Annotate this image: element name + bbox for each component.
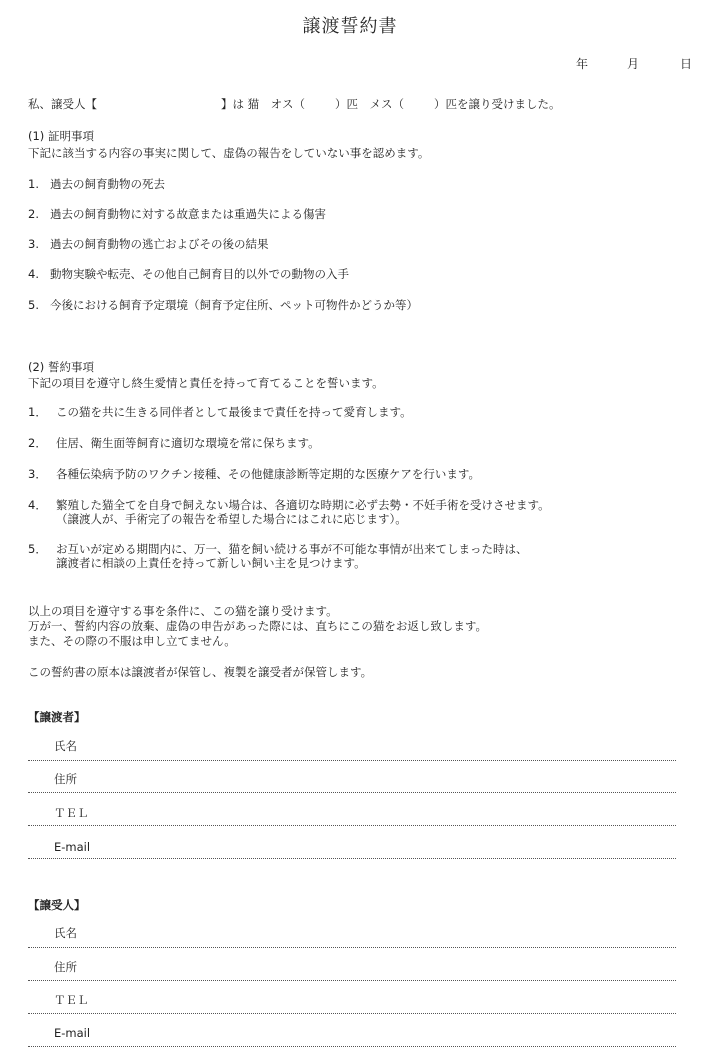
section1-item [28,267,349,281]
item-text: お互いが定める期間内に、万一、猫を飼い続ける事が不可能な事情が出来てしまった時は、 [56,542,528,556]
item-text: 動物実験や転売、その他自己飼育目的以外での動物の入手 [50,267,349,281]
transferor-name-line[interactable] [28,760,676,761]
section1-lead: 下記に該当する内容の事実に関して、虚偽の報告をしていない事を認めます。 [28,146,430,160]
section2-item [28,467,480,481]
transferee-tel-line[interactable] [28,1013,676,1014]
section2-item [28,436,320,450]
item-text: 住居、衛生面等飼育に適切な環境を常に保ちます。 [56,436,320,450]
date-year-label: 年 [576,57,589,71]
closing-line-2: 万が一、誓約内容の放棄、虚偽の申告があった際には、直ちにこの猫をお返し致します。 [28,619,487,633]
transferee-name-line[interactable] [28,947,676,948]
item-subtext: 譲渡者に相談の上責任を持って新しい飼い主を見つけます。 [56,556,366,570]
transferee-address-line[interactable] [28,980,676,981]
section1-item [28,207,326,221]
item-number: 1. [28,177,39,191]
date-month-label: 月 [627,57,640,71]
transferee-email-label: E-mail [54,1026,91,1040]
transferor-address-line[interactable] [28,792,676,793]
transferee-email-line[interactable] [28,1046,676,1047]
transferee-name-label: 氏名 [54,926,77,940]
item-text: この猫を共に生きる同伴者として最後まで責任を持って愛育します。 [56,405,412,419]
transferor-address-label: 住所 [54,772,77,786]
transferee-heading: 【譲受人】 [28,898,86,912]
item-subtext: （譲渡人が、手術完了の報告を希望した場合にはこれに応じます）。 [56,512,407,526]
item-number: 2． [28,436,47,450]
item-number: 5. [28,298,39,312]
date-day-label: 日 [680,57,693,71]
transferee-address-label: 住所 [54,960,77,974]
section2-lead: 下記の項目を遵守し終生愛情と責任を持って育てることを誓います。 [28,376,384,390]
item-number: 4． [28,498,47,512]
transferor-heading: 【譲渡者】 [28,710,86,724]
section1-item [28,177,165,191]
transferor-email-line[interactable] [28,858,676,859]
item-text: 過去の飼育動物に対する故意または重過失による傷害 [50,207,326,221]
item-number: 3． [28,467,47,481]
item-text: 今後における飼育予定環境（飼育予定住所、ペット可物件かどうか等） [50,298,418,312]
closing-line-4: この誓約書の原本は譲渡者が保管し、複製を譲受者が保管します。 [28,665,373,679]
item-text: 過去の飼育動物の死去 [50,177,165,191]
closing-line-3: また、その際の不服は申し立てません。 [28,634,236,648]
closing-line-1: 以上の項目を遵守する事を条件に、この猫を譲り受けます。 [28,604,338,618]
item-number: 5． [28,542,47,556]
item-number: 3. [28,237,39,251]
section2-item [28,498,550,526]
item-text: 繁殖した猫全てを自身で飼えない場合は、各適切な時期に必ず去勢・不妊手術を受けさせます。 [56,498,550,512]
intro-sentence [28,97,561,111]
section1-item [28,298,418,312]
intro-middle: 】は 猫 オス（ [221,97,306,111]
section1-heading: (1) 証明事項 [28,129,94,143]
section2-heading: (2) 誓約事項 [28,360,94,374]
section2-item [28,542,528,570]
item-number: 2. [28,207,39,221]
intro-prefix: 私、譲受人【 [28,97,97,111]
transferor-email-label: E-mail [54,840,91,854]
intro-male-unit: ）匹 メス（ [335,97,405,111]
item-text: 過去の飼育動物の逃亡およびその後の結果 [50,237,269,251]
transferor-tel-label: ＴＥＬ [54,806,89,820]
transferor-name-label: 氏名 [54,739,77,753]
document-title: 譲渡誓約書 [302,16,398,37]
transferee-tel-label: ＴＥＬ [54,993,89,1007]
item-number: 4. [28,267,39,281]
transferor-tel-line[interactable] [28,825,676,826]
item-text: 各種伝染病予防のワクチン接種、その他健康診断等定期的な医療ケアを行います。 [56,467,481,481]
section2-item [28,405,412,419]
item-number: 1． [28,405,47,419]
intro-female-unit: ）匹を譲り受けました。 [434,97,561,111]
section1-item [28,237,269,251]
